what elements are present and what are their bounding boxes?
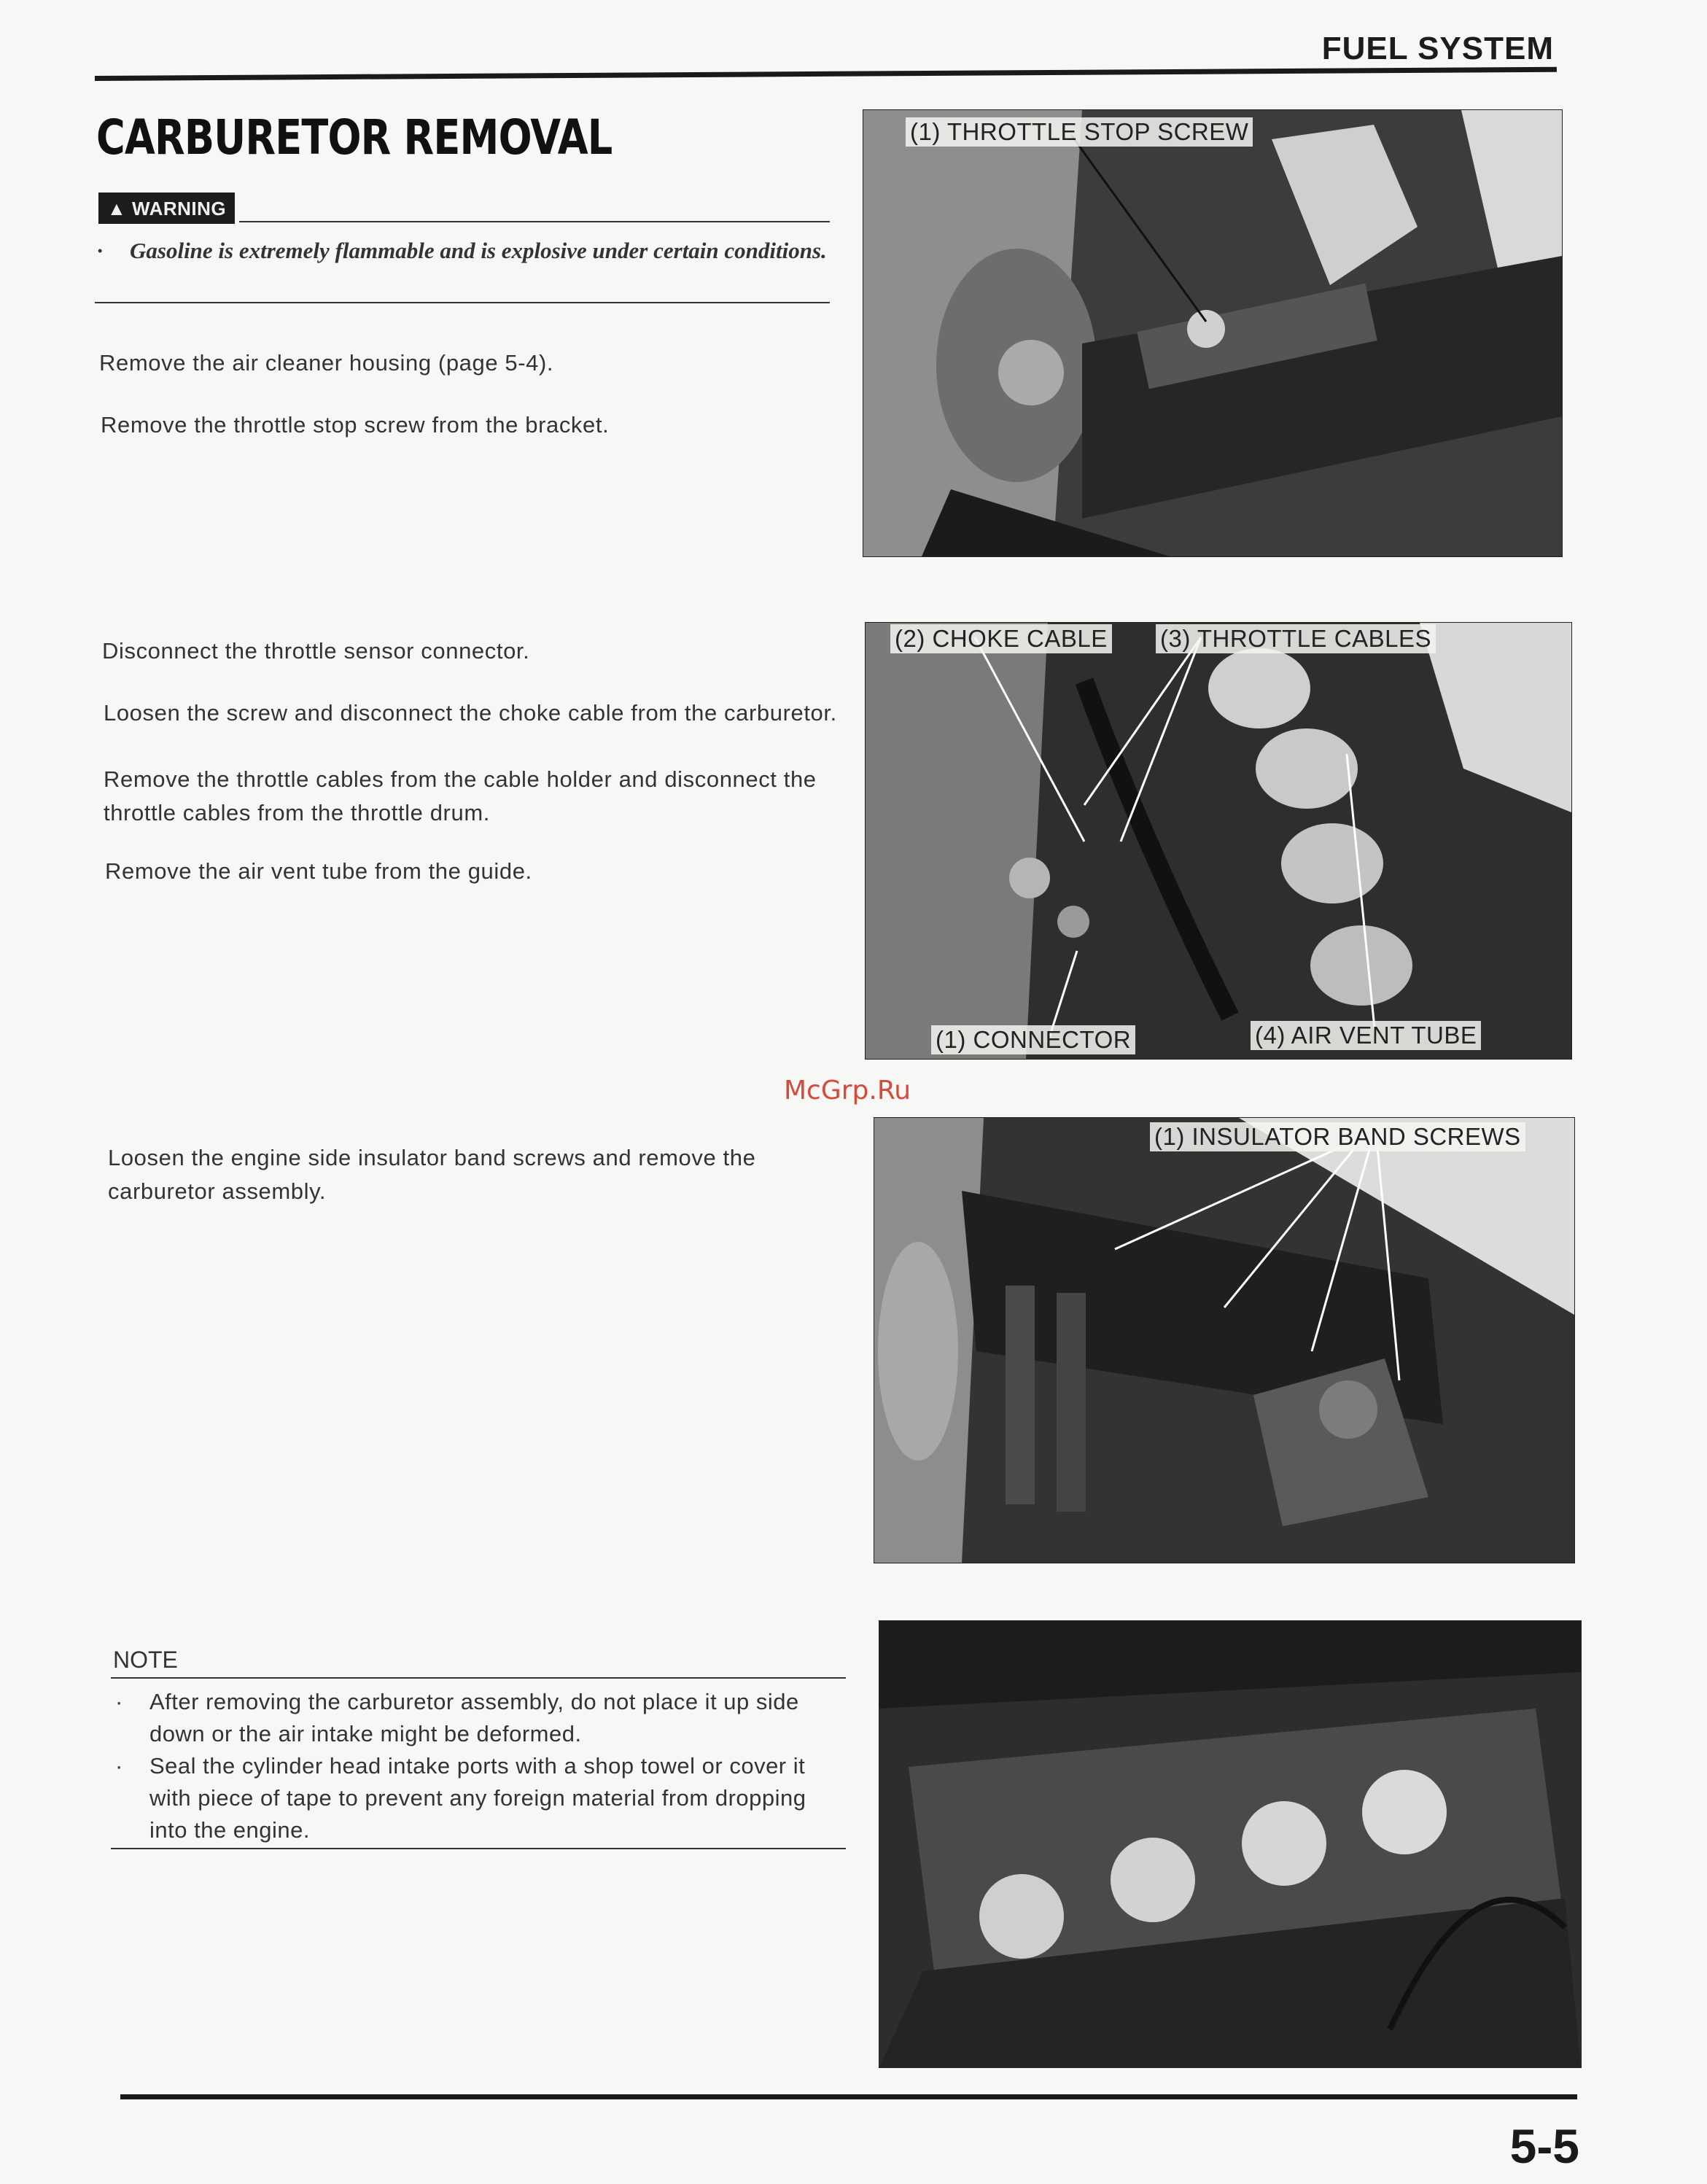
step-text: Remove the air cleaner housing (page 5-4). — [99, 350, 554, 376]
warning-rule-bottom — [95, 302, 830, 303]
step-text: Loosen the engine side insulator band screws and remove the carburetor assembly. — [108, 1145, 756, 1204]
watermark: McGrp.Ru — [784, 1076, 911, 1105]
callout-choke-cable: (2) CHOKE CABLE — [890, 624, 1112, 653]
warning-label-box — [98, 193, 235, 224]
warning-triangle-icon: ▲ — [107, 198, 127, 219]
photo-throttle-stop-screw — [863, 109, 1563, 557]
page-number: 5-5 — [1509, 2119, 1579, 2173]
section-header: FUEL SYSTEM — [1321, 31, 1554, 66]
step-text: Disconnect the throttle sensor connector. — [102, 638, 530, 664]
step-text: Remove the throttle stop screw from the bracket. — [101, 412, 610, 438]
callout-throttle-cables: (3) THROTTLE CABLES — [1156, 624, 1436, 653]
callout-insulator-band-screws: (1) INSULATOR BAND SCREWS — [1150, 1122, 1525, 1151]
callout-throttle-stop-screw: (1) THROTTLE STOP SCREW — [906, 117, 1253, 147]
callout-connector: (1) CONNECTOR — [931, 1025, 1135, 1054]
note-rule-top — [111, 1677, 846, 1679]
step-text: Loosen the screw and disconnect the choke cable from the carburetor. — [104, 700, 837, 726]
warning-text — [96, 232, 833, 270]
warning-label: WARNING — [131, 198, 227, 219]
step-text: Remove the air vent tube from the guide. — [105, 858, 532, 884]
note-title: NOTE — [113, 1647, 178, 1673]
warning-bullet: · — [96, 238, 104, 263]
note-item: · After removing the carburetor assembly, do not place it up side down or the air intake might be deformed. — [115, 1689, 799, 1746]
step-text: Remove the throttle cables from the cable holder and disconnect the throttle cables from the throttle drum. — [104, 766, 817, 825]
photo-cables-connector — [865, 622, 1572, 1060]
note-rule-bottom — [111, 1848, 846, 1849]
note-list — [109, 1686, 846, 1846]
warning-text-content: Gasoline is extremely flammable and is explosive under certain conditions. — [130, 238, 827, 263]
footer-rule — [120, 2094, 1577, 2099]
callout-air-vent-tube: (4) AIR VENT TUBE — [1251, 1021, 1481, 1050]
warning-rule-top — [239, 221, 830, 222]
page-title: CARBURETOR REMOVAL — [96, 109, 613, 166]
header-rule — [95, 67, 1557, 81]
photo-intake-ports-sealed — [879, 1620, 1582, 2068]
note-item: · Seal the cylinder head intake ports with a shop towel or cover it with piece of tape to prevent any foreign material from dropping into the engine. — [115, 1753, 806, 1843]
photo-insulator-band-screws — [874, 1117, 1575, 1563]
